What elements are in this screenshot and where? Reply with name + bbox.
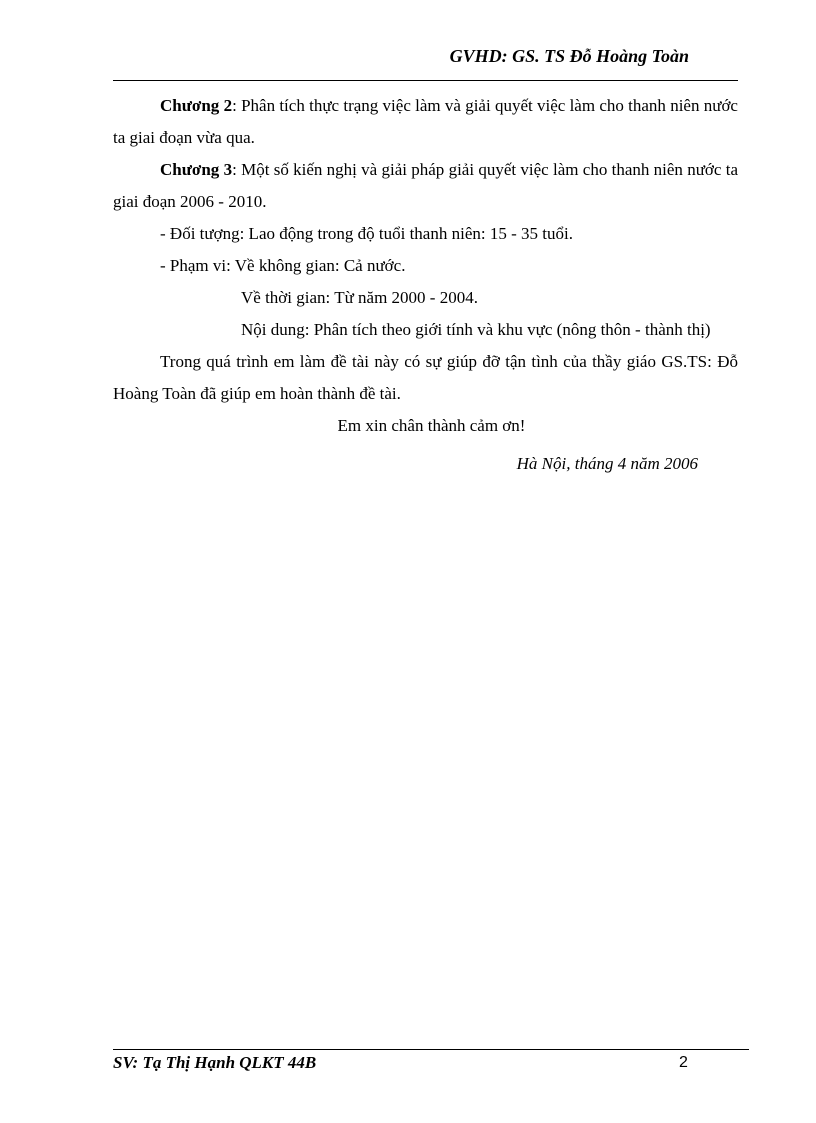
header-rule (113, 80, 738, 81)
chapter-3-paragraph (113, 154, 738, 218)
thanks-paragraph: Trong quá trình em làm đề tài này có sự giúp đỡ tận tình của thầy giáo GS.TS: Đỗ Hoàng Toàn đã giúp em hoàn thành đề tài. (113, 352, 738, 403)
chapter-3-label: Chương 3 (160, 160, 233, 179)
scope-content-paragraph: Nội dung: Phân tích theo giới tính và khu vực (nông thôn - thành thị) (241, 320, 711, 339)
scope-paragraph: - Phạm vi: Về không gian: Cả nước. (160, 256, 406, 275)
closing-line: Em xin chân thành cảm ơn! (337, 416, 526, 435)
page-header: GVHD: GS. TS Đỗ Hoàng Toàn (449, 46, 689, 66)
subject-paragraph: - Đối tượng: Lao động trong độ tuổi thanh niên: 15 - 35 tuổi. (160, 224, 573, 243)
document-body (113, 90, 738, 480)
footer-rule (113, 1049, 749, 1050)
chapter-2-label: Chương 2 (160, 96, 233, 115)
date-line: Hà Nội, tháng 4 năm 2006 (516, 454, 698, 473)
footer-student: SV: Tạ Thị Hạnh QLKT 44B (113, 1053, 317, 1072)
chapter-3-text: : Một số kiến nghị và giải pháp giải quyết việc làm cho thanh niên nước ta giai đoạn 2006 - 2010. (113, 160, 738, 211)
chapter-2-paragraph (113, 90, 738, 154)
scope-time-paragraph: Về thời gian: Từ năm 2000 - 2004. (241, 288, 478, 307)
page-number: 2 (679, 1054, 688, 1071)
chapter-2-text: : Phân tích thực trạng việc làm và giải quyết việc làm cho thanh niên nước ta giai đoạn vừa qua. (113, 96, 738, 147)
